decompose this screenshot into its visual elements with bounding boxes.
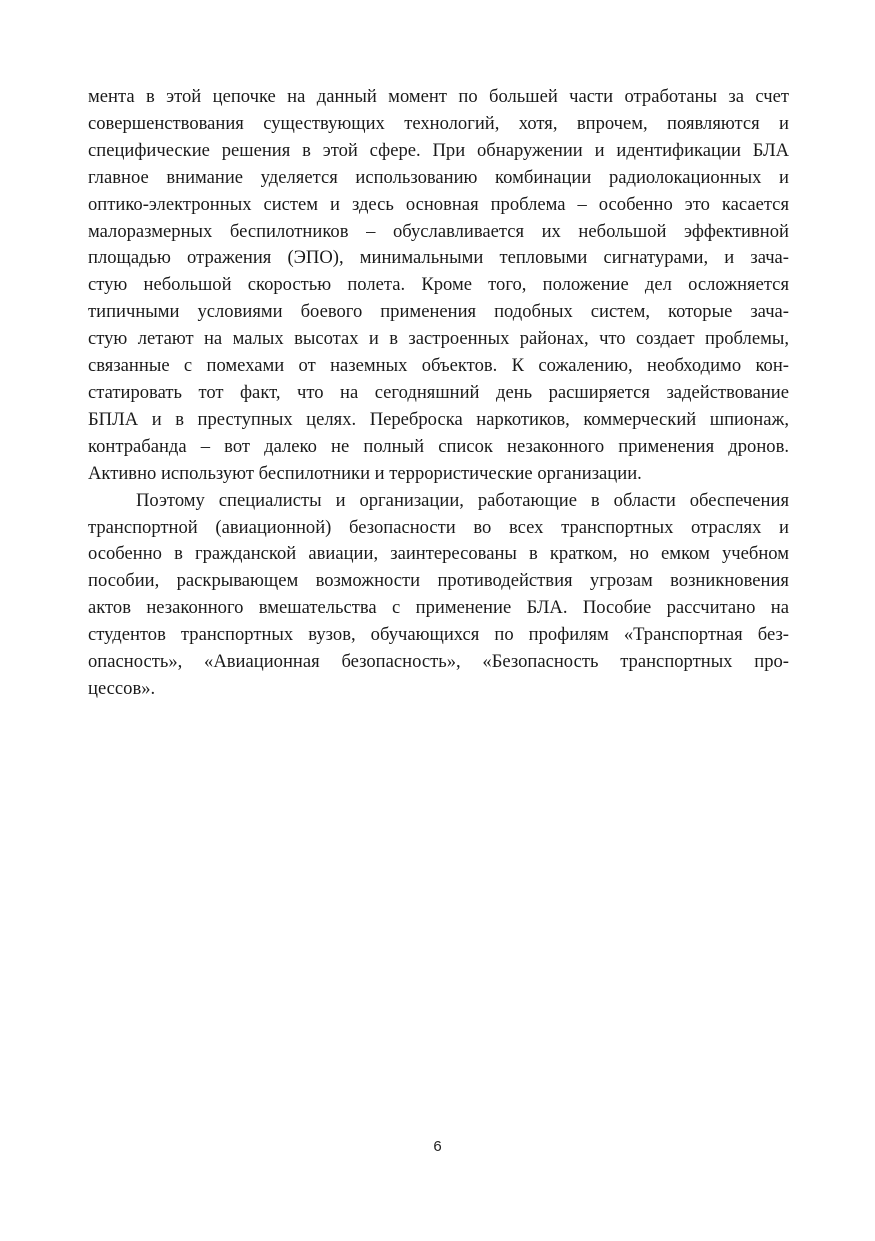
text-line: типичными условиями боевого применения подобных систем, которые зача- [88,301,789,323]
text-line: Активно используют беспилотники и террористические организации. [88,462,642,484]
paragraph-2 [88,488,789,703]
text-line: студентов транспортных вузов, обучающихся по профилям «Транспортная без- [88,624,789,646]
text-line: специфические решения в этой сфере. При обнаружении и идентификации БЛА [88,139,789,161]
text-line: совершенствования существующих технологий, хотя, впрочем, появляются и [88,112,789,134]
document-body [88,84,789,703]
text-line: транспортной (авиационной) безопасности во всех транспортных отраслях и [88,516,789,538]
text-line: малоразмерных беспилотников – обуславливается их небольшой эффективной [88,220,789,242]
text-line: стую небольшой скоростью полета. Кроме того, положение дел осложняется [88,274,789,296]
text-line: оптико-электронных систем и здесь основная проблема – особенно это касается [88,193,789,215]
text-line: связанные с помехами от наземных объектов. К сожалению, необходимо кон- [88,355,789,377]
text-line: пособии, раскрывающем возможности противодействия угрозам возникновения [88,570,789,592]
text-line: БПЛА и в преступных целях. Переброска наркотиков, коммерческий шпионаж, [88,408,789,430]
text-line: контрабанда – вот далеко не полный список незаконного применения дронов. [88,435,789,457]
text-line: опасность», «Авиационная безопасность», «Безопасность транспортных про- [88,651,789,673]
text-line: статировать тот факт, что на сегодняшний день расширяется задействование [88,381,789,403]
paragraph-1 [88,84,789,488]
text-line: особенно в гражданской авиации, заинтересованы в кратком, но емком учебном [88,543,789,565]
text-line: площадью отражения (ЭПО), минимальными тепловыми сигнатурами, и зача- [88,247,789,269]
text-line: Поэтому специалисты и организации, работающие в области обеспечения [136,489,789,511]
text-line: цессов». [88,677,156,699]
text-line: мента в этой цепочке на данный момент по большей части отработаны за счет [88,86,789,107]
text-line: стую летают на малых высотах и в застроенных районах, что создает проблемы, [88,328,789,350]
text-line: главное внимание уделяется использованию комбинации радиолокационных и [88,166,789,188]
text-line: актов незаконного вмешательства с применение БЛА. Пособие рассчитано на [88,597,789,619]
page-number: 6 [433,1138,442,1155]
